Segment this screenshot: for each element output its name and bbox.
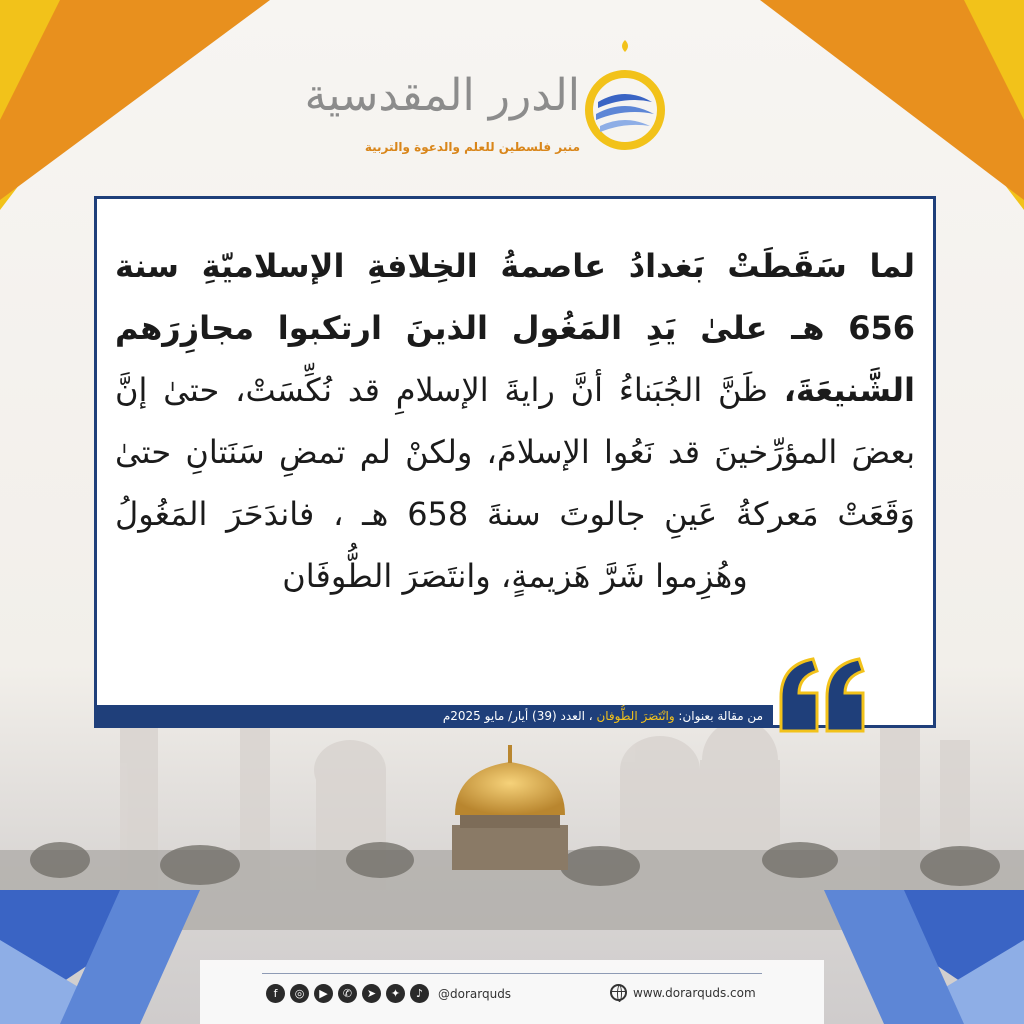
whatsapp-icon[interactable]: ✆ — [338, 984, 357, 1003]
facebook-icon[interactable]: f — [266, 984, 285, 1003]
instagram-icon[interactable]: ◎ — [290, 984, 309, 1003]
logo-title: الدرر المقدسية — [304, 70, 580, 121]
quote-regular-text: ظَنَّ الجُبَناءُ أنَّ رايةَ الإسلامِ قد نُكِّسَتْ، حتىٰ إنَّ بعضَ المؤرِّخينَ قد نَعُوا الإسلامَ، ولكنْ لم تمضِ سَنَتانِ حتىٰ وَقَعَتْ مَعركةُ عَينِ جالوتَ سنةَ 658 هـ ، فاندَحَرَ المَغُولُ وهُزِموا شَرَّ هَزيمةٍ، وانتَصَرَ الطُّوفَان — [115, 371, 915, 595]
brand-logo — [304, 40, 680, 170]
social-handle[interactable]: @dorarquds — [438, 986, 512, 1001]
tiktok-icon[interactable]: ♪ — [410, 984, 429, 1003]
source-prefix: من مقالة بعنوان: — [674, 709, 763, 723]
twitter-icon[interactable]: ✦ — [386, 984, 405, 1003]
quote-paragraph — [115, 235, 915, 607]
telegram-icon[interactable]: ➤ — [362, 984, 381, 1003]
social-links — [266, 984, 511, 1003]
globe-icon — [610, 984, 627, 1001]
logo-tagline: منبر فلسطين للعلم والدعوة والتربية — [364, 140, 580, 154]
quote-mark-icon — [773, 657, 873, 735]
source-article-title: وانْتَصَرَ الطُّوفان — [596, 709, 675, 723]
source-suffix: ، العدد (39) أيار/ مايو 2025م — [442, 709, 597, 723]
quote-bold-text: لما سَقَطَتْ بَغدادُ عاصمةُ الخِلافةِ الإسلاميّةِ سنة 656 هـ علىٰ يَدِ المَغُول الذينَ ارتكبوا مجازِرَهم الشَّنيعَةَ، — [115, 247, 915, 409]
quote-card — [94, 196, 936, 728]
youtube-icon[interactable]: ▶ — [314, 984, 333, 1003]
logo-emblem-icon — [580, 40, 670, 160]
website-link[interactable] — [610, 984, 756, 1001]
footer-divider — [262, 973, 762, 974]
source-citation — [97, 705, 773, 727]
website-url: www.dorarquds.com — [633, 985, 756, 1000]
